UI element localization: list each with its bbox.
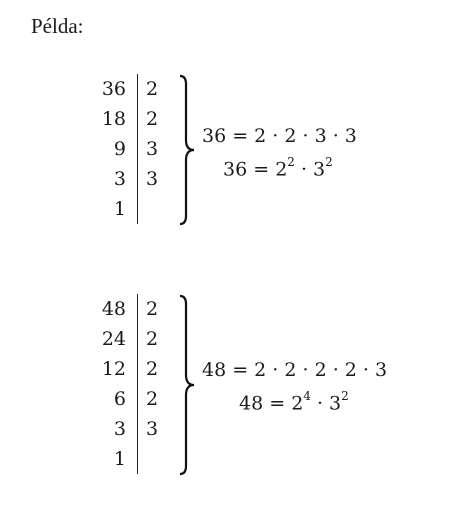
- table-row: [84, 294, 172, 324]
- product-equation: 36 = 2 · 2 · 3 · 3: [202, 125, 357, 147]
- right-brace-icon: [178, 74, 200, 226]
- number-cell: 36: [101, 78, 126, 100]
- right-brace-icon: [178, 294, 200, 476]
- divisor-cell: 2: [138, 384, 173, 414]
- divisor-cell: 2: [138, 324, 173, 354]
- table-row: [84, 384, 172, 414]
- table-row: [84, 134, 172, 164]
- divisor-cell: 2: [138, 354, 173, 384]
- table-row: [84, 194, 172, 224]
- multiply-dot: ·: [310, 392, 330, 415]
- number-cell: 48: [101, 298, 126, 320]
- divisor-cell: 3: [138, 164, 173, 194]
- number-cell: 6: [113, 388, 126, 410]
- divisor-cell: 3: [138, 414, 173, 444]
- divisor-cell: 2: [138, 294, 173, 324]
- equations: [202, 122, 357, 183]
- number-cell: 3: [113, 418, 126, 440]
- product-equation: 48 = 2 · 2 · 2 · 2 · 3: [202, 359, 388, 381]
- table-row: [84, 104, 172, 134]
- factor-table: [84, 294, 172, 474]
- number-cell: 3: [113, 168, 126, 190]
- table-row: [84, 164, 172, 194]
- power-equation-lhs: 48 =: [239, 392, 292, 415]
- power-base: 2: [291, 392, 304, 415]
- power-base: 2: [275, 158, 288, 181]
- table-row: [84, 324, 172, 354]
- factorization-example-36: [0, 74, 475, 234]
- power-exponent: 2: [325, 155, 333, 169]
- number-cell: 24: [101, 328, 126, 350]
- multiply-dot: ·: [294, 158, 314, 181]
- table-row: [84, 74, 172, 104]
- table-row: [84, 444, 172, 474]
- number-cell: 1: [113, 198, 126, 220]
- example-heading: Példa:: [31, 14, 84, 38]
- divisor-cell: 2: [138, 104, 173, 134]
- power-exponent: 2: [341, 389, 349, 403]
- number-cell: 18: [101, 108, 126, 130]
- power-equation: [202, 150, 357, 183]
- number-cell: 1: [113, 448, 126, 470]
- power-exponent: 4: [303, 389, 311, 403]
- power-equation: [202, 384, 387, 417]
- factor-table: [84, 74, 172, 224]
- equations: [202, 356, 387, 417]
- divisor-cell: [138, 194, 173, 224]
- power-exponent: 2: [287, 155, 295, 169]
- number-cell: 9: [113, 138, 126, 160]
- divisor-cell: 2: [138, 74, 173, 104]
- power-base: 3: [329, 392, 342, 415]
- table-row: [84, 414, 172, 444]
- divisor-cell: 3: [138, 134, 173, 164]
- factorization-example-48: [0, 294, 475, 480]
- table-row: [84, 354, 172, 384]
- power-equation-lhs: 36 =: [223, 158, 276, 181]
- divisor-cell: [138, 444, 173, 474]
- number-cell: 12: [101, 358, 126, 380]
- power-base: 3: [313, 158, 326, 181]
